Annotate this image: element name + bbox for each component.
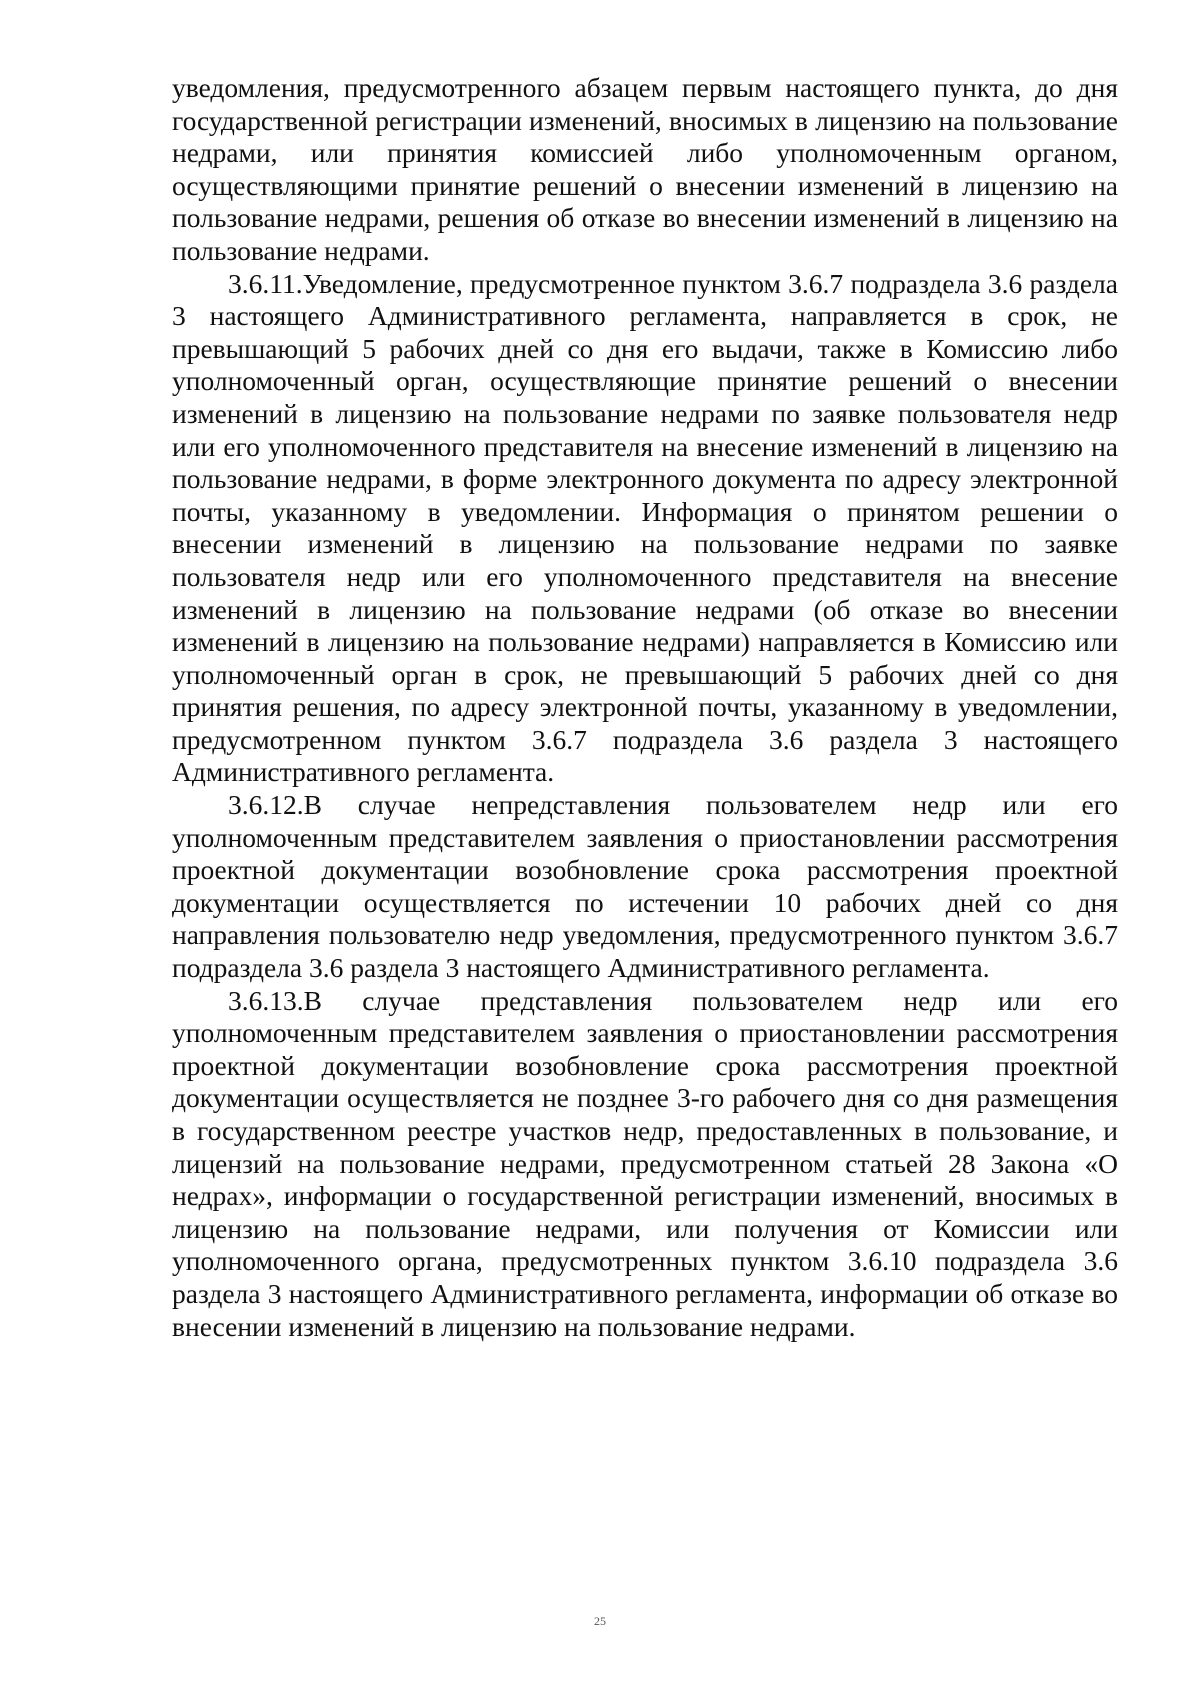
paragraph-continuation: уведомления, предусмотренного абзацем первым настоящего пункта, до дня государственной регистрации изменений, вносимых в лицензию на пользование недрами, или принятия комиссией либо уполномоченным органом, осуществляющими принятие решений о внесении изменений в лицензию на пользование недрами, решения об отказе во внесении изменений в лицензию на пользование недрами. — [172, 72, 1118, 266]
page-number: 25 — [594, 1614, 606, 1628]
paragraph-3-6-11: 3.6.11.Уведомление, предусмотренное пунктом 3.6.7 подраздела 3.6 раздела 3 настоящего Административного регламента, направляется в срок, не превышающий 5 рабочих дней со дня его выдачи, также в Комиссию либо уполномоченный орган, осуществляющие принятие решений о внесении изменений в лицензию на пользование недрами по заявке пользователя недр или его уполномоченного представителя на внесение изменений в лицензию на пользование недрами, в форме электронного документа по адресу электронной почты, указанному в уведомлении. Информация о принятом решении о внесении изменений в лицензию на пользование недрами по заявке пользователя недр или его уполномоченного представителя на внесение изменений в лицензию на пользование недрами (об отказе во внесении изменений в лицензию на пользование недрами) направляется в Комиссию или уполномоченный орган в срок, не превышающий 5 рабочих дней со дня принятия решения, по адресу электронной почты, указанному в уведомлении, предусмотренном пунктом 3.6.7 подраздела 3.6 раздела 3 настоящего Административного регламента. — [172, 267, 1118, 788]
paragraph-3-6-13: 3.6.13.В случае представления пользователем недр или его уполномоченным представителем заявления о приостановлении рассмотрения проектной документации возобновление срока рассмотрения проектной документации осуществляется не позднее 3-го рабочего дня со дня размещения в государственном реестре участков недр, предоставленных в пользование, и лицензий на пользование недрами, предусмотренном статьей 28 Закона «О недрах», информации о государственной регистрации изменений, вносимых в лицензию на пользование недрами, или получения от Комиссии или уполномоченного органа, предусмотренных пунктом 3.6.10 подраздела 3.6 раздела 3 настоящего Административного регламента, информации об отказе во внесении изменений в лицензию на пользование недрами. — [172, 984, 1118, 1342]
document-body — [172, 72, 1118, 1343]
paragraph-3-6-12: 3.6.12.В случае непредставления пользователем недр или его уполномоченным представителем заявления о приостановлении рассмотрения проектной документации возобновление срока рассмотрения проектной документации осуществляется по истечении 10 рабочих дней со дня направления пользователю недр уведомления, предусмотренного пунктом 3.6.7 подраздела 3.6 раздела 3 настоящего Административного регламента. — [172, 789, 1118, 984]
